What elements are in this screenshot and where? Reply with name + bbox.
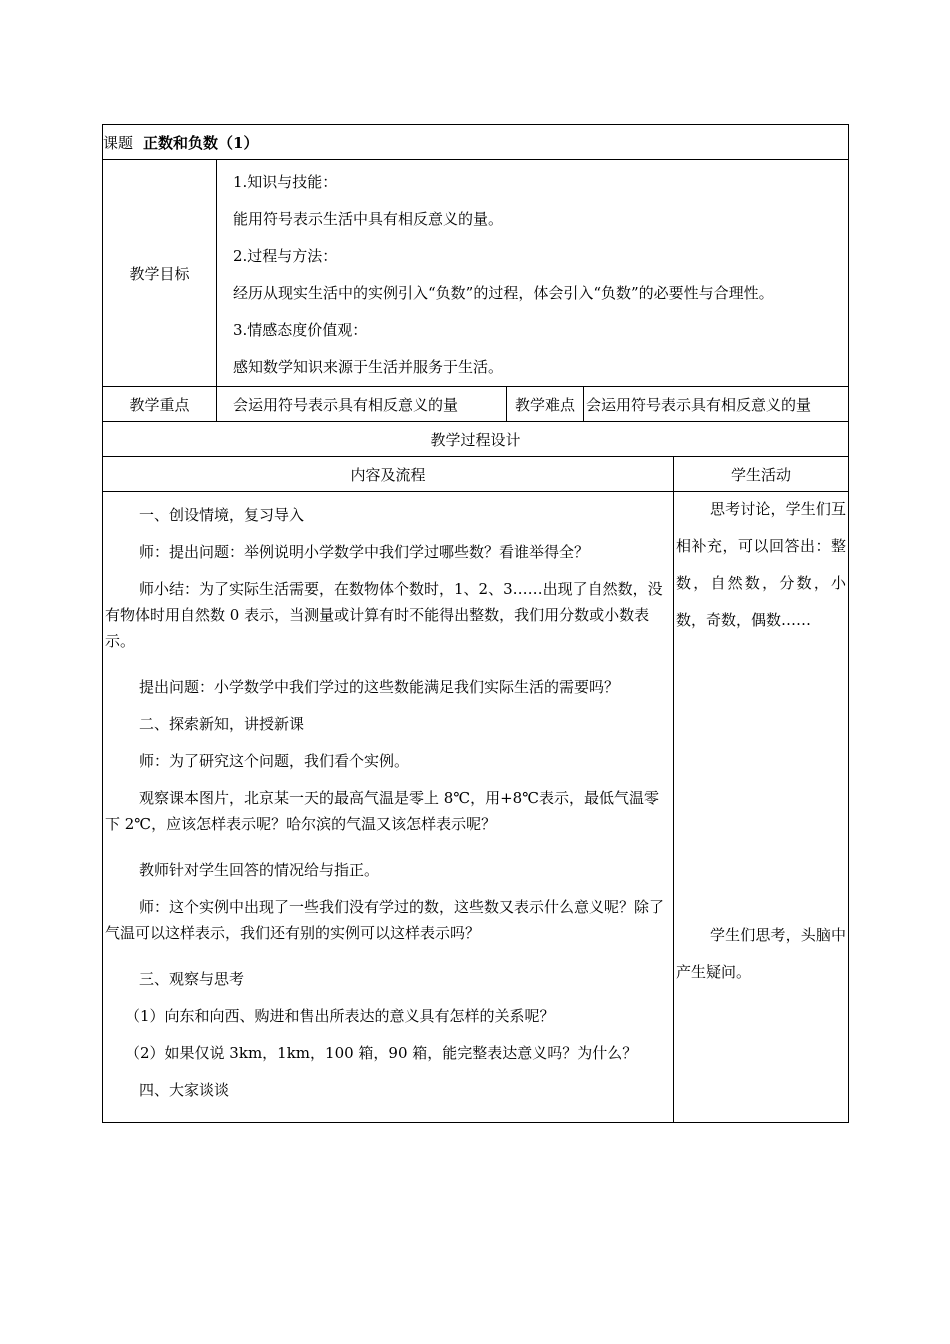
title-row bbox=[103, 125, 849, 160]
goal-heading-knowledge: 1.知识与技能： bbox=[233, 173, 338, 191]
flow-paragraph: 师小结：为了实际生活需要，在数物体个数时，1、2、3……出现了自然数，没有物体时用自然数 0 表示，当测量或计算有时不能得出整数，我们用分数或小数表示。 bbox=[105, 580, 663, 650]
key-point-content: 会运用符号表示具有相反意义的量 bbox=[217, 387, 507, 422]
key-points-row bbox=[103, 387, 849, 422]
goals-label: 教学目标 bbox=[103, 160, 217, 387]
goals-content bbox=[217, 160, 849, 387]
title-cell bbox=[103, 125, 849, 160]
flow-paragraph: 师：为了研究这个问题，我们看个实例。 bbox=[139, 752, 410, 770]
flow-paragraph: 观察课本图片，北京某一天的最高气温是零上 8℃，用+8℃表示，最低气温零下 2℃，应该怎样表示呢？哈尔滨的气温又该怎样表示呢？ bbox=[105, 789, 659, 833]
question-item: （1）向东和向西、购进和售出所表达的意义具有怎样的关系呢？ bbox=[125, 1007, 555, 1025]
key-point-label: 教学重点 bbox=[103, 387, 217, 422]
section-heading: 二、探索新知，讲授新课 bbox=[139, 715, 305, 733]
goal-text-process: 经历从现实生活中的实例引入“负数”的过程，体会引入“负数”的必要性与合理性。 bbox=[233, 284, 774, 302]
lesson-title: 正数和负数（1） bbox=[143, 133, 259, 152]
student-activity-content bbox=[674, 492, 849, 1123]
section-heading: 四、大家谈谈 bbox=[139, 1081, 230, 1099]
flow-paragraph: 提出问题：小学数学中我们学过的这些数能满足我们实际生活的需要吗？ bbox=[139, 678, 620, 696]
flow-paragraph: 师：这个实例中出现了一些我们没有学过的数，这些数又表示什么意义呢？除了气温可以这样表示，我们还有别的实例可以这样表示吗？ bbox=[105, 898, 665, 942]
goal-heading-process: 2.过程与方法： bbox=[233, 247, 338, 265]
student-activity-note: 学生们思考，头脑中产生疑问。 bbox=[676, 926, 847, 981]
process-body-row bbox=[103, 492, 849, 1123]
flow-paragraph: 师：提出问题：举例说明小学数学中我们学过哪些数？看谁举得全？ bbox=[139, 543, 590, 561]
content-column-header: 内容及流程 bbox=[103, 457, 674, 492]
activity-column-header: 学生活动 bbox=[674, 457, 849, 492]
process-title-row bbox=[103, 422, 849, 457]
topic-label: 课题 bbox=[103, 133, 134, 152]
student-activity-note: 思考讨论，学生们互相补充，可以回答出：整数，自然数，分数，小数，奇数，偶数…… bbox=[676, 500, 847, 629]
difficulty-content: 会运用符号表示具有相反意义的量 bbox=[584, 387, 849, 422]
difficulty-label: 教学难点 bbox=[507, 387, 584, 422]
goal-text-attitude: 感知数学知识来源于生活并服务于生活。 bbox=[233, 358, 504, 376]
lesson-plan-page bbox=[102, 124, 848, 1123]
process-title: 教学过程设计 bbox=[103, 422, 849, 457]
goal-text-knowledge: 能用符号表示生活中具有相反意义的量。 bbox=[233, 210, 504, 228]
lesson-plan-table bbox=[102, 124, 849, 1123]
column-header-row bbox=[103, 457, 849, 492]
flow-paragraph: 教师针对学生回答的情况给与指正。 bbox=[139, 861, 380, 879]
section-heading: 一、创设情境，复习导入 bbox=[139, 506, 305, 524]
flow-content bbox=[103, 492, 674, 1123]
goal-heading-attitude: 3.情感态度价值观： bbox=[233, 321, 368, 339]
section-heading: 三、观察与思考 bbox=[139, 970, 245, 988]
goals-row bbox=[103, 160, 849, 387]
question-item: （2）如果仅说 3km，1km，100 箱，90 箱，能完整表达意义吗？为什么？ bbox=[125, 1044, 638, 1062]
